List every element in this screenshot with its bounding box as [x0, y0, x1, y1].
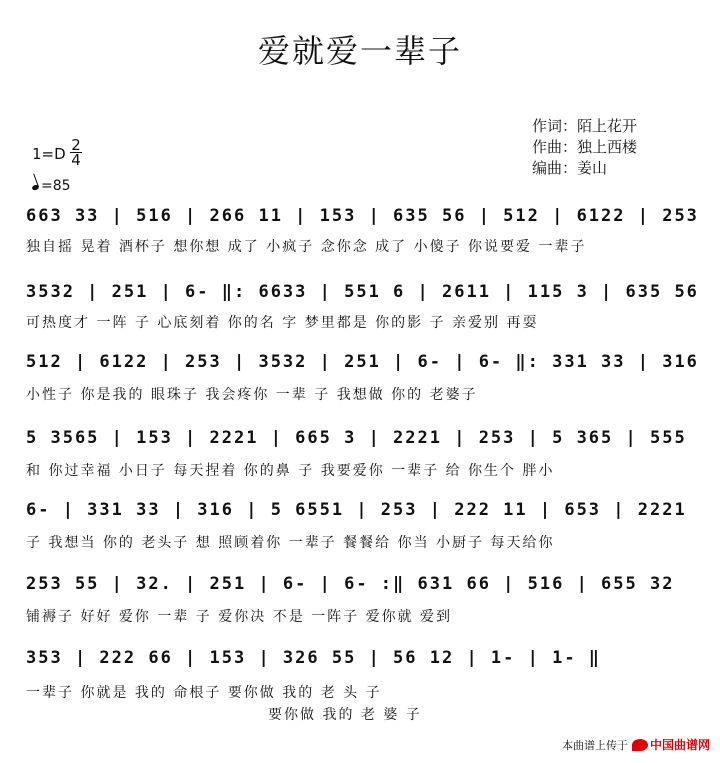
lyrics-line: 铺褥子 好好 爱你 一辈 子 爱你决 不是 一阵子 爱你就 爱到 — [26, 609, 453, 625]
arranger: 编曲：姜山 — [532, 159, 608, 177]
notation-line: 663 33 | 516 | 266 11 | 153 | 635 56 | 512 | 6122 | 253 — [26, 206, 699, 226]
notation-line: 6- | 331 33 | 316 | 5 6551 | 253 | 222 11 | 653 | 2221 — [26, 500, 687, 520]
time-denominator: 4 — [71, 151, 81, 169]
notation-line: 5 3565 | 153 | 2221 | 665 3 | 2221 | 253 | 5 365 | 555 — [26, 428, 687, 448]
lyrics-line: 子 我想当 你的 老头子 想 照顾着你 一辈子 餐餐给 你当 小厨子 每天给你 — [26, 535, 555, 551]
page-title: 爱就爱一辈子 — [257, 32, 462, 70]
site-logo-text: 中国曲谱网 — [649, 738, 710, 752]
notation-line: 253 55 | 32. | 251 | 6- | 6- :‖ 631 66 | 516 | 655 32 — [26, 574, 675, 594]
lyrics-line: 独自摇 晃着 酒杯子 想你想 成了 小疯子 念你念 成了 小傻子 你说要爱 一辈子 — [26, 239, 587, 255]
lyricist: 作词：陌上花开 — [532, 117, 638, 135]
lyrics-line: 和 你过幸福 小日子 每天捏着 你的鼻 子 我要爱你 一辈子 给 你生个 胖小 — [26, 463, 555, 479]
site-logo-icon — [632, 739, 648, 751]
lyrics-line: 一辈子 你就是 我的 命根子 要你做 我的 老 头 子 — [26, 685, 382, 701]
composer: 作曲：独上西楼 — [532, 138, 638, 156]
time-signature — [70, 138, 82, 167]
time-numerator: 2 — [71, 136, 81, 154]
footer — [562, 736, 710, 753]
tempo-value: =85 — [41, 178, 71, 194]
footer-text: 本曲谱上传于 — [561, 738, 628, 752]
notation-line: 512 | 6122 | 253 | 3532 | 251 | 6- | 6- ‖: 331 33 | 316 — [26, 352, 699, 372]
quarter-note-icon — [31, 184, 39, 191]
lyrics-line: 要你做 我的 老 婆 子 — [268, 707, 422, 723]
key-signature: 1=D — [32, 145, 66, 163]
site-logo[interactable] — [632, 736, 710, 753]
tempo — [32, 178, 71, 194]
lyrics-line: 可热度才 一阵 子 心底刻着 你的名 字 梦里都是 你的影 子 亲爱别 再耍 — [26, 315, 539, 331]
lyrics-line: 小性子 你是我的 眼珠子 我会疼你 一辈 子 我想做 你的 老婆子 — [26, 387, 478, 403]
notation-line: 353 | 222 66 | 153 | 326 55 | 56 12 | 1- | 1- ‖ — [26, 648, 602, 668]
credits — [532, 116, 637, 179]
notation-line: 3532 | 251 | 6- ‖: 6633 | 551 6 | 2611 | 115 3 | 635 56 — [26, 282, 699, 302]
